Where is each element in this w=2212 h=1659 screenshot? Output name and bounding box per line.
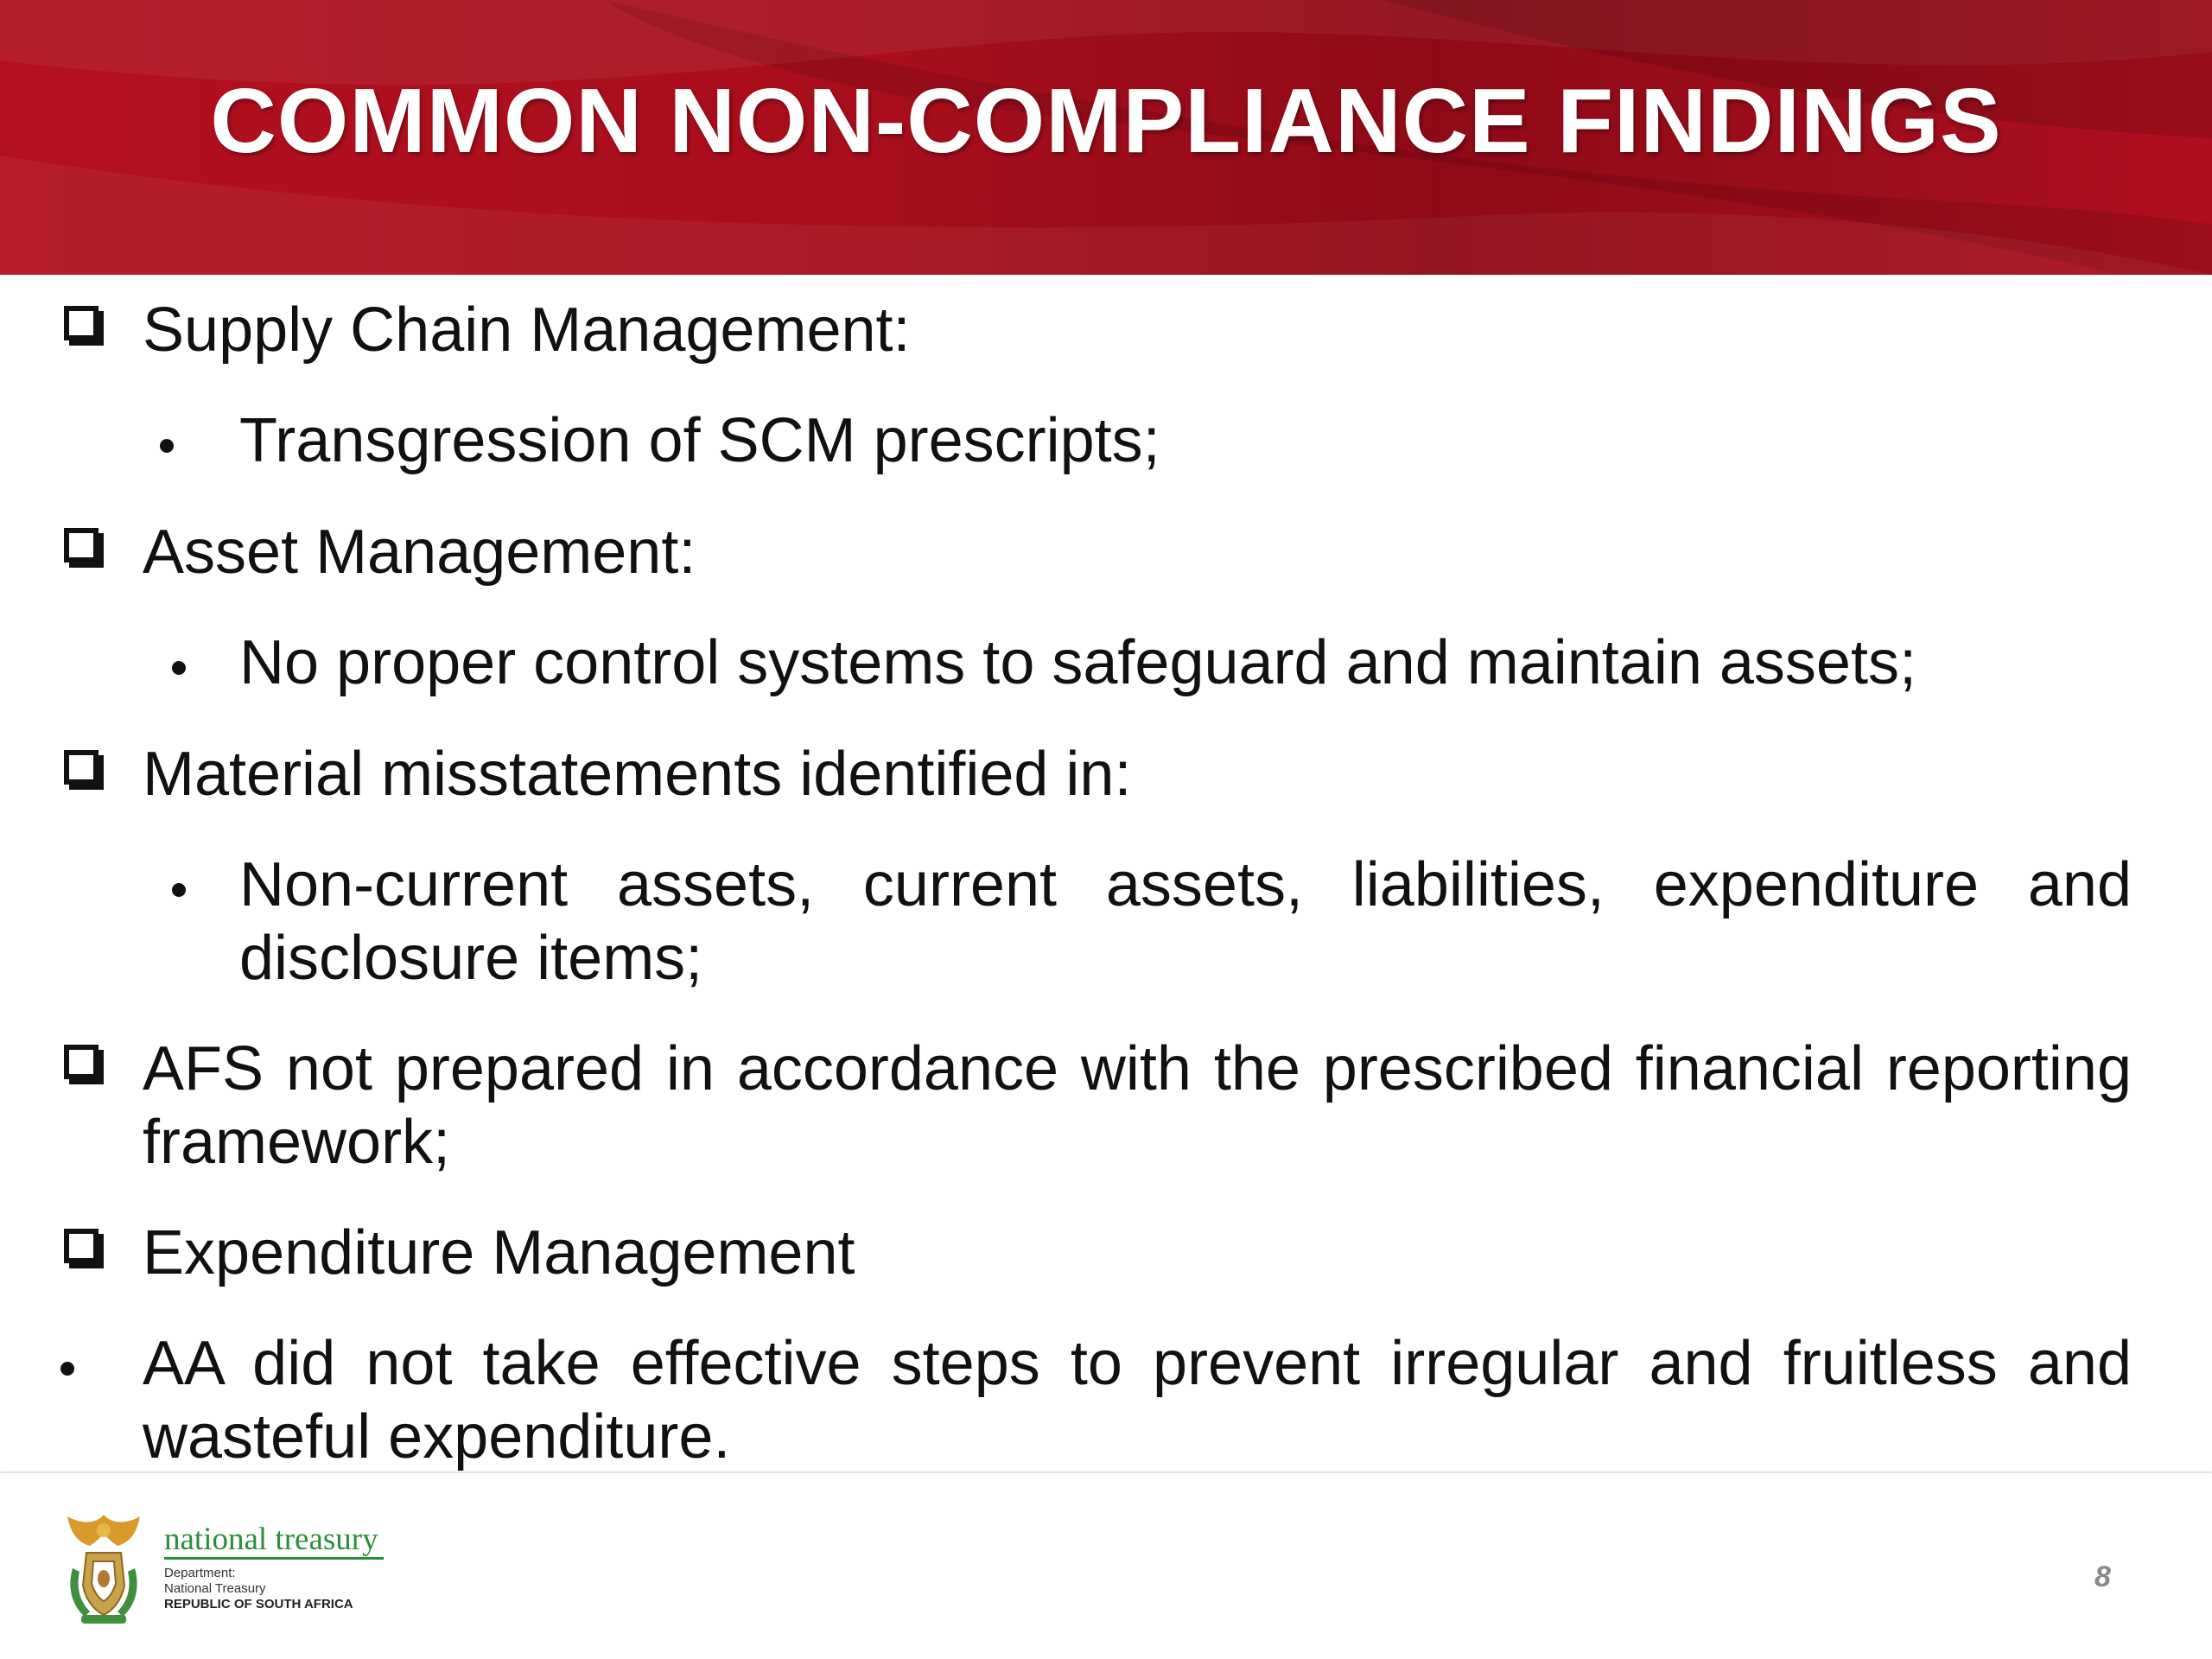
checkbox-icon <box>64 306 99 340</box>
list-item <box>143 1217 2130 1290</box>
list-item-text: Material misstatements identified in: <box>143 740 1132 809</box>
list-item-text: Supply Chain Management: <box>143 296 911 365</box>
bullet-icon <box>160 439 174 453</box>
list-item-text: Non-current assets, current assets, liabilities, expenditure and disclosure items; <box>239 850 2132 993</box>
list-item <box>239 626 2132 700</box>
slide-title: COMMON NON-COMPLIANCE FINDINGS <box>210 69 2002 172</box>
title-banner <box>0 0 2212 275</box>
bullet-icon <box>60 1362 74 1376</box>
coat-of-arms-icon <box>60 1508 147 1629</box>
list-item-text: AFS not prepared in accordance with the prescribed financial reporting framework; <box>143 1034 2132 1177</box>
footer-divider <box>0 1471 2212 1473</box>
list-item-text: Expenditure Management <box>143 1218 855 1287</box>
list-item-text: AA did not take effective steps to prevent irregular and fruitless and wasteful expenditure. <box>143 1329 2132 1471</box>
slide-body <box>0 275 2212 1471</box>
country-name: REPUBLIC OF SOUTH AFRICA <box>164 1597 353 1611</box>
list-item-text: Asset Management: <box>143 518 696 587</box>
checkbox-icon <box>64 750 99 785</box>
list-item <box>143 1327 2132 1474</box>
list-item <box>239 849 2132 995</box>
list-item <box>239 404 2132 478</box>
list-item <box>143 738 2130 811</box>
bullet-icon <box>172 661 186 675</box>
list-item <box>143 1033 2132 1179</box>
department-label: Department: <box>164 1566 236 1580</box>
list-item-text: No proper control systems to safeguard and maintain assets; <box>239 628 1916 697</box>
page-number: 8 <box>2094 1560 2111 1593</box>
bullet-icon <box>172 883 186 897</box>
checkbox-icon <box>64 1229 99 1263</box>
department-block <box>164 1566 353 1612</box>
brand-name: national treasury <box>164 1522 384 1560</box>
checkbox-icon <box>64 1045 99 1079</box>
list-item-text: Transgression of SCM prescripts; <box>239 406 1160 475</box>
list-item <box>143 516 2130 589</box>
list-item <box>143 294 2130 367</box>
checkbox-icon <box>64 528 99 563</box>
department-name: National Treasury <box>164 1581 266 1596</box>
